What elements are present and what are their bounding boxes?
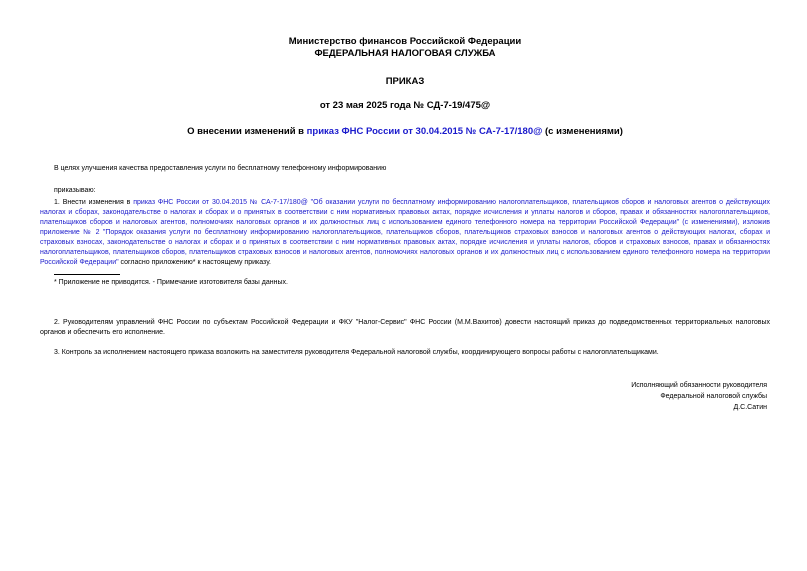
signature-name: Д.С.Сатин <box>733 404 767 411</box>
p1-prefix: 1. Внести изменения в <box>54 199 134 206</box>
signature-block <box>631 380 767 413</box>
doc-type-heading: ПРИКАЗ <box>385 76 425 87</box>
paragraph-1 <box>40 198 770 268</box>
document-subject <box>40 126 770 138</box>
service-heading: ФЕДЕРАЛЬНАЯ НАЛОГОВАЯ СЛУЖБА <box>314 48 496 59</box>
order-date-number: от 23 мая 2025 года № СД-7-19/475@ <box>319 100 491 111</box>
subject-link[interactable]: приказ ФНС России от 30.04.2015 № СА-7-17/180@ <box>306 126 543 137</box>
footnote-divider <box>54 274 120 275</box>
paragraph-3: 3. Контроль за исполнением настоящего приказа возложить на заместителя руководителя Федеральной налоговой службы, координирующего вопросы работы с налогоплательщиками. <box>54 349 659 356</box>
ministry-heading: Министерство финансов Российской Федерации <box>288 36 522 47</box>
subject-suffix: (с изменениями) <box>542 126 623 137</box>
intro-paragraph: В целях улучшения качества предоставления услуги по бесплатному телефонному информированию <box>54 165 387 172</box>
paragraph-2: 2. Руководителям управлений ФНС России по субъектам Российской Федерации и ФКУ "Налог-Сервис" ФНС России (М.М.Вахитов) довести настоящий приказ до подведомственных территориальных налоговых органов и обеспечить его исполнение. <box>40 319 770 336</box>
footnote: * Приложение не приводится. - Примечание изготовителя базы данных. <box>54 279 288 286</box>
p1-link[interactable]: приказ ФНС России от 30.04.2015 № СА-7-17/180@ "Об оказании услуги по бесплатному информированию налогоплательщиков, плательщиков сборов и налоговых агентов о действующих налогах и сборах, законодательстве о налогах и сборах и о принятых в соответствии с ним нормативных правовых актах, порядке исчисления и уплаты налогов и сборов, правах и обязанностях налогоплательщиков, плательщиков сборов и налоговых агентов, полномочиях налоговых органов и их должностных лиц с использованием единого телефонного номера на территории Российской Федерации" (с изменениями), изложив приложение № 2 "Порядок оказания услуги по бесплатному информированию налогоплательщиков, плательщиков сборов, плательщиков страховых взносов и налоговых агентов о действующих налогах, сборах и страховых взносах, законодательстве о налогах и сборах и о принятых в соответствии с ним нормативных правовых актах, порядке исчисления и уплаты налогов, сборов и страховых взносов, правах и обязанностях налогоплательщиков, плательщиков сборов, плательщиков страховых взносов и налоговых агентов, полномочиях налоговых органов и их должностных лиц с использованием единого телефонного номера на территории Российской Федерации" <box>40 199 770 266</box>
subject-prefix: О внесении изменений в <box>187 126 307 137</box>
signature-title-2: Федеральной налоговой службы <box>660 393 767 400</box>
prikazyvayu-line: приказываю: <box>54 187 96 194</box>
signature-title-1: Исполняющий обязанности руководителя <box>631 382 767 389</box>
p1-suffix: согласно приложению* к настоящему приказу. <box>118 259 271 266</box>
